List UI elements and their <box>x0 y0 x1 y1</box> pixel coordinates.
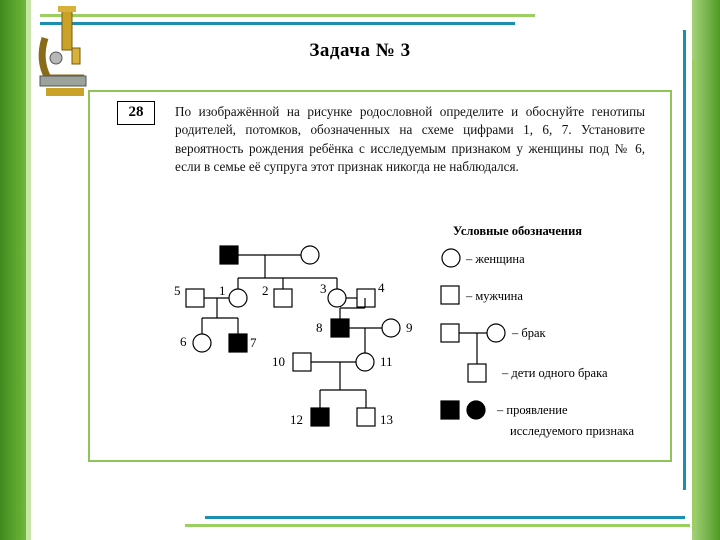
pedigree-label-3: 3 <box>320 281 327 296</box>
pedigree-grandfather-affected <box>220 246 238 264</box>
pedigree-label-4: 4 <box>378 280 385 295</box>
legend-children-label: – дети одного брака <box>502 366 608 380</box>
pedigree-person-2 <box>274 289 292 307</box>
task-number: 28 <box>117 101 155 125</box>
pedigree-person-13 <box>357 408 375 426</box>
pedigree-label-13: 13 <box>380 412 393 427</box>
legend-woman-label: – женщина <box>466 252 525 266</box>
task-text: По изображённой на рисунке родословной определите и обоснуйте генотипы родителей, потомков, обозначенных на схеме цифрами 1, 6, 7. Установите вероятность рождения ребёнка с исследуемым признаком у женщины под № 6, если в семье её супруга этот признак никогда не наблюдался. <box>175 104 645 175</box>
pedigree-person-6 <box>193 334 211 352</box>
pedigree-label-1: 1 <box>219 283 226 298</box>
pedigree-grandmother <box>301 246 319 264</box>
legend-woman-symbol <box>442 249 460 267</box>
legend-affected-man-symbol <box>441 401 459 419</box>
slide-title: Задача № 3 <box>309 40 411 61</box>
pedigree-label-9: 9 <box>406 320 413 335</box>
pedigree-person-7-affected <box>229 334 247 352</box>
legend-man-label: – мужчина <box>466 289 523 303</box>
pedigree-label-6: 6 <box>180 334 187 349</box>
pedigree-person-3 <box>328 289 346 307</box>
legend-marriage-label: – брак <box>512 326 546 340</box>
pedigree-person-5 <box>186 289 204 307</box>
pedigree-label-5: 5 <box>174 283 181 298</box>
legend-child-symbol <box>468 364 486 382</box>
pedigree-person-1 <box>229 289 247 307</box>
pedigree-label-2: 2 <box>262 283 269 298</box>
pedigree-person-8-affected <box>331 319 349 337</box>
legend-trait-label-line2: исследуемого признака <box>510 424 634 438</box>
legend-marriage-woman-symbol <box>487 324 505 342</box>
pedigree-person-9 <box>382 319 400 337</box>
pedigree-label-8: 8 <box>316 320 323 335</box>
legend-title: Условные обозначения <box>453 224 583 238</box>
pedigree-label-7: 7 <box>250 335 257 350</box>
pedigree-person-10 <box>293 353 311 371</box>
pedigree-label-11: 11 <box>380 354 393 369</box>
legend-trait-label-line1: – проявление <box>497 403 568 417</box>
pedigree-label-12: 12 <box>290 412 303 427</box>
legend-man-symbol <box>441 286 459 304</box>
legend-affected-woman-symbol <box>467 401 485 419</box>
legend-marriage-man-symbol <box>441 324 459 342</box>
pedigree-label-10: 10 <box>272 354 285 369</box>
pedigree-person-11 <box>356 353 374 371</box>
pedigree-person-12-affected <box>311 408 329 426</box>
pedigree-person-4 <box>357 289 375 307</box>
